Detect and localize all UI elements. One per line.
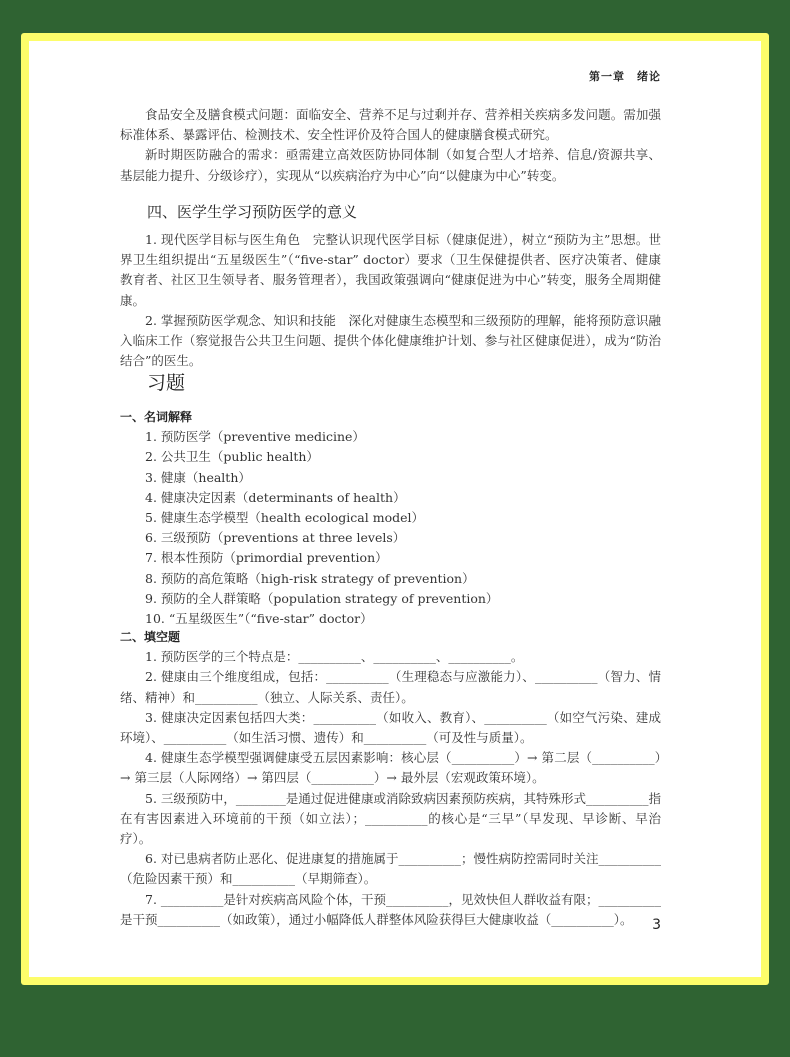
paragraph: 新时期医防融合的需求：亟需建立高效医防协同体制（如复合型人才培养、信息/资源共享、基层能力提升、分级诊疗），实现从“以疾病治疗为中心”向“以健康为中心”转变。 (120, 147, 661, 183)
running-header: 第一章 绪论 (589, 70, 661, 83)
list-item: 4. 健康决定因素（determinants of health） (145, 489, 406, 505)
list-item: 8. 预防的高危策略（high-risk strategy of prevention） (145, 570, 475, 586)
question: 1. 预防医学的三个特点是：__________、__________、__________。 (145, 649, 524, 665)
exercise-part2 (120, 627, 661, 930)
paragraph: 1. 现代医学目标与医生角色 完整认识现代医学目标（健康促进），树立“预防为主”思想。世界卫生组织提出“五星级医生”（“five-star” doctor）要求（卫生保健提供者、医疗决策者、健康教育者、社区卫生领导者、服务管理者），我国政策强调向“健康促进为中心”转变，服务全周期健康。 (120, 232, 661, 308)
section-body (120, 230, 661, 371)
list-item: 3. 健康（health） (145, 469, 251, 485)
question: 2. 健康由三个维度组成，包括：__________（生理稳态与应激能力）、__________（智力、情绪、精神）和__________（独立、人际关系、责任）。 (120, 669, 661, 705)
question: 4. 健康生态学模型强调健康受五层因素影响：核心层（__________）→ 第二层（__________）→ 第三层（人际网络）→ 第四层（__________）→ 最外层（宏观政策环境）。 (120, 750, 661, 786)
question: 3. 健康决定因素包括四大类：__________（如收入、教育）、__________（如空气污染、建成环境）、__________（如生活习惯、遗传）和__________（可及性与质量）。 (120, 709, 661, 746)
exercise-part1 (120, 407, 661, 629)
question: 6. 对已患病者防止恶化、促进康复的措施属于__________；慢性病防控需同时关注__________（危险因素干预）和__________（早期筛查）。 (120, 851, 661, 887)
part-heading: 一、名词解释 (120, 410, 193, 424)
list-item: 10. “五星级医生”（“five-star” doctor） (145, 611, 373, 627)
intro-text (120, 105, 661, 186)
question: 7. __________是针对疾病高风险个体，干预__________，见效快但人群收益有限；__________是干预__________（如政策），通过小幅降低人群整体风险获得巨大健康收益（__________）。 (120, 891, 661, 927)
book-page (29, 41, 761, 977)
part-heading: 二、填空题 (120, 630, 181, 644)
question: 5. 三级预防中，________是通过促进健康或消除致病因素预防疾病，其特殊形式__________指在有害因素进入环境前的干预（如立法）；__________的核心是“三早”（早发现、早诊断、早治疗）。 (120, 790, 661, 847)
list-item: 5. 健康生态学模型（health ecological model） (145, 510, 424, 526)
section-heading: 四、医学生学习预防医学的意义 (147, 203, 358, 221)
list-item: 2. 公共卫生（public health） (145, 449, 319, 465)
list-item: 1. 预防医学（preventive medicine） (145, 429, 365, 445)
list-item: 9. 预防的全人群策略（population strategy of prevention） (145, 590, 499, 606)
list-item: 7. 根本性预防（primordial prevention） (145, 550, 388, 566)
paragraph: 2. 掌握预防医学观念、知识和技能 深化对健康生态模型和三级预防的理解，能将预防意识融入临床工作（察觉报告公共卫生问题、提供个体化健康维护计划、参与社区健康促进），成为“防治结合”的医生。 (120, 312, 661, 369)
page-number: 3 (652, 917, 661, 933)
list-item: 6. 三级预防（preventions at three levels） (145, 530, 406, 546)
paragraph: 食品安全及膳食模式问题：面临安全、营养不足与过剩并存、营养相关疾病多发问题。需加强标准体系、暴露评估、检测技术、安全性评价及符合国人的健康膳食模式研究。 (120, 107, 661, 143)
exercises-title: 习题 (147, 372, 186, 394)
